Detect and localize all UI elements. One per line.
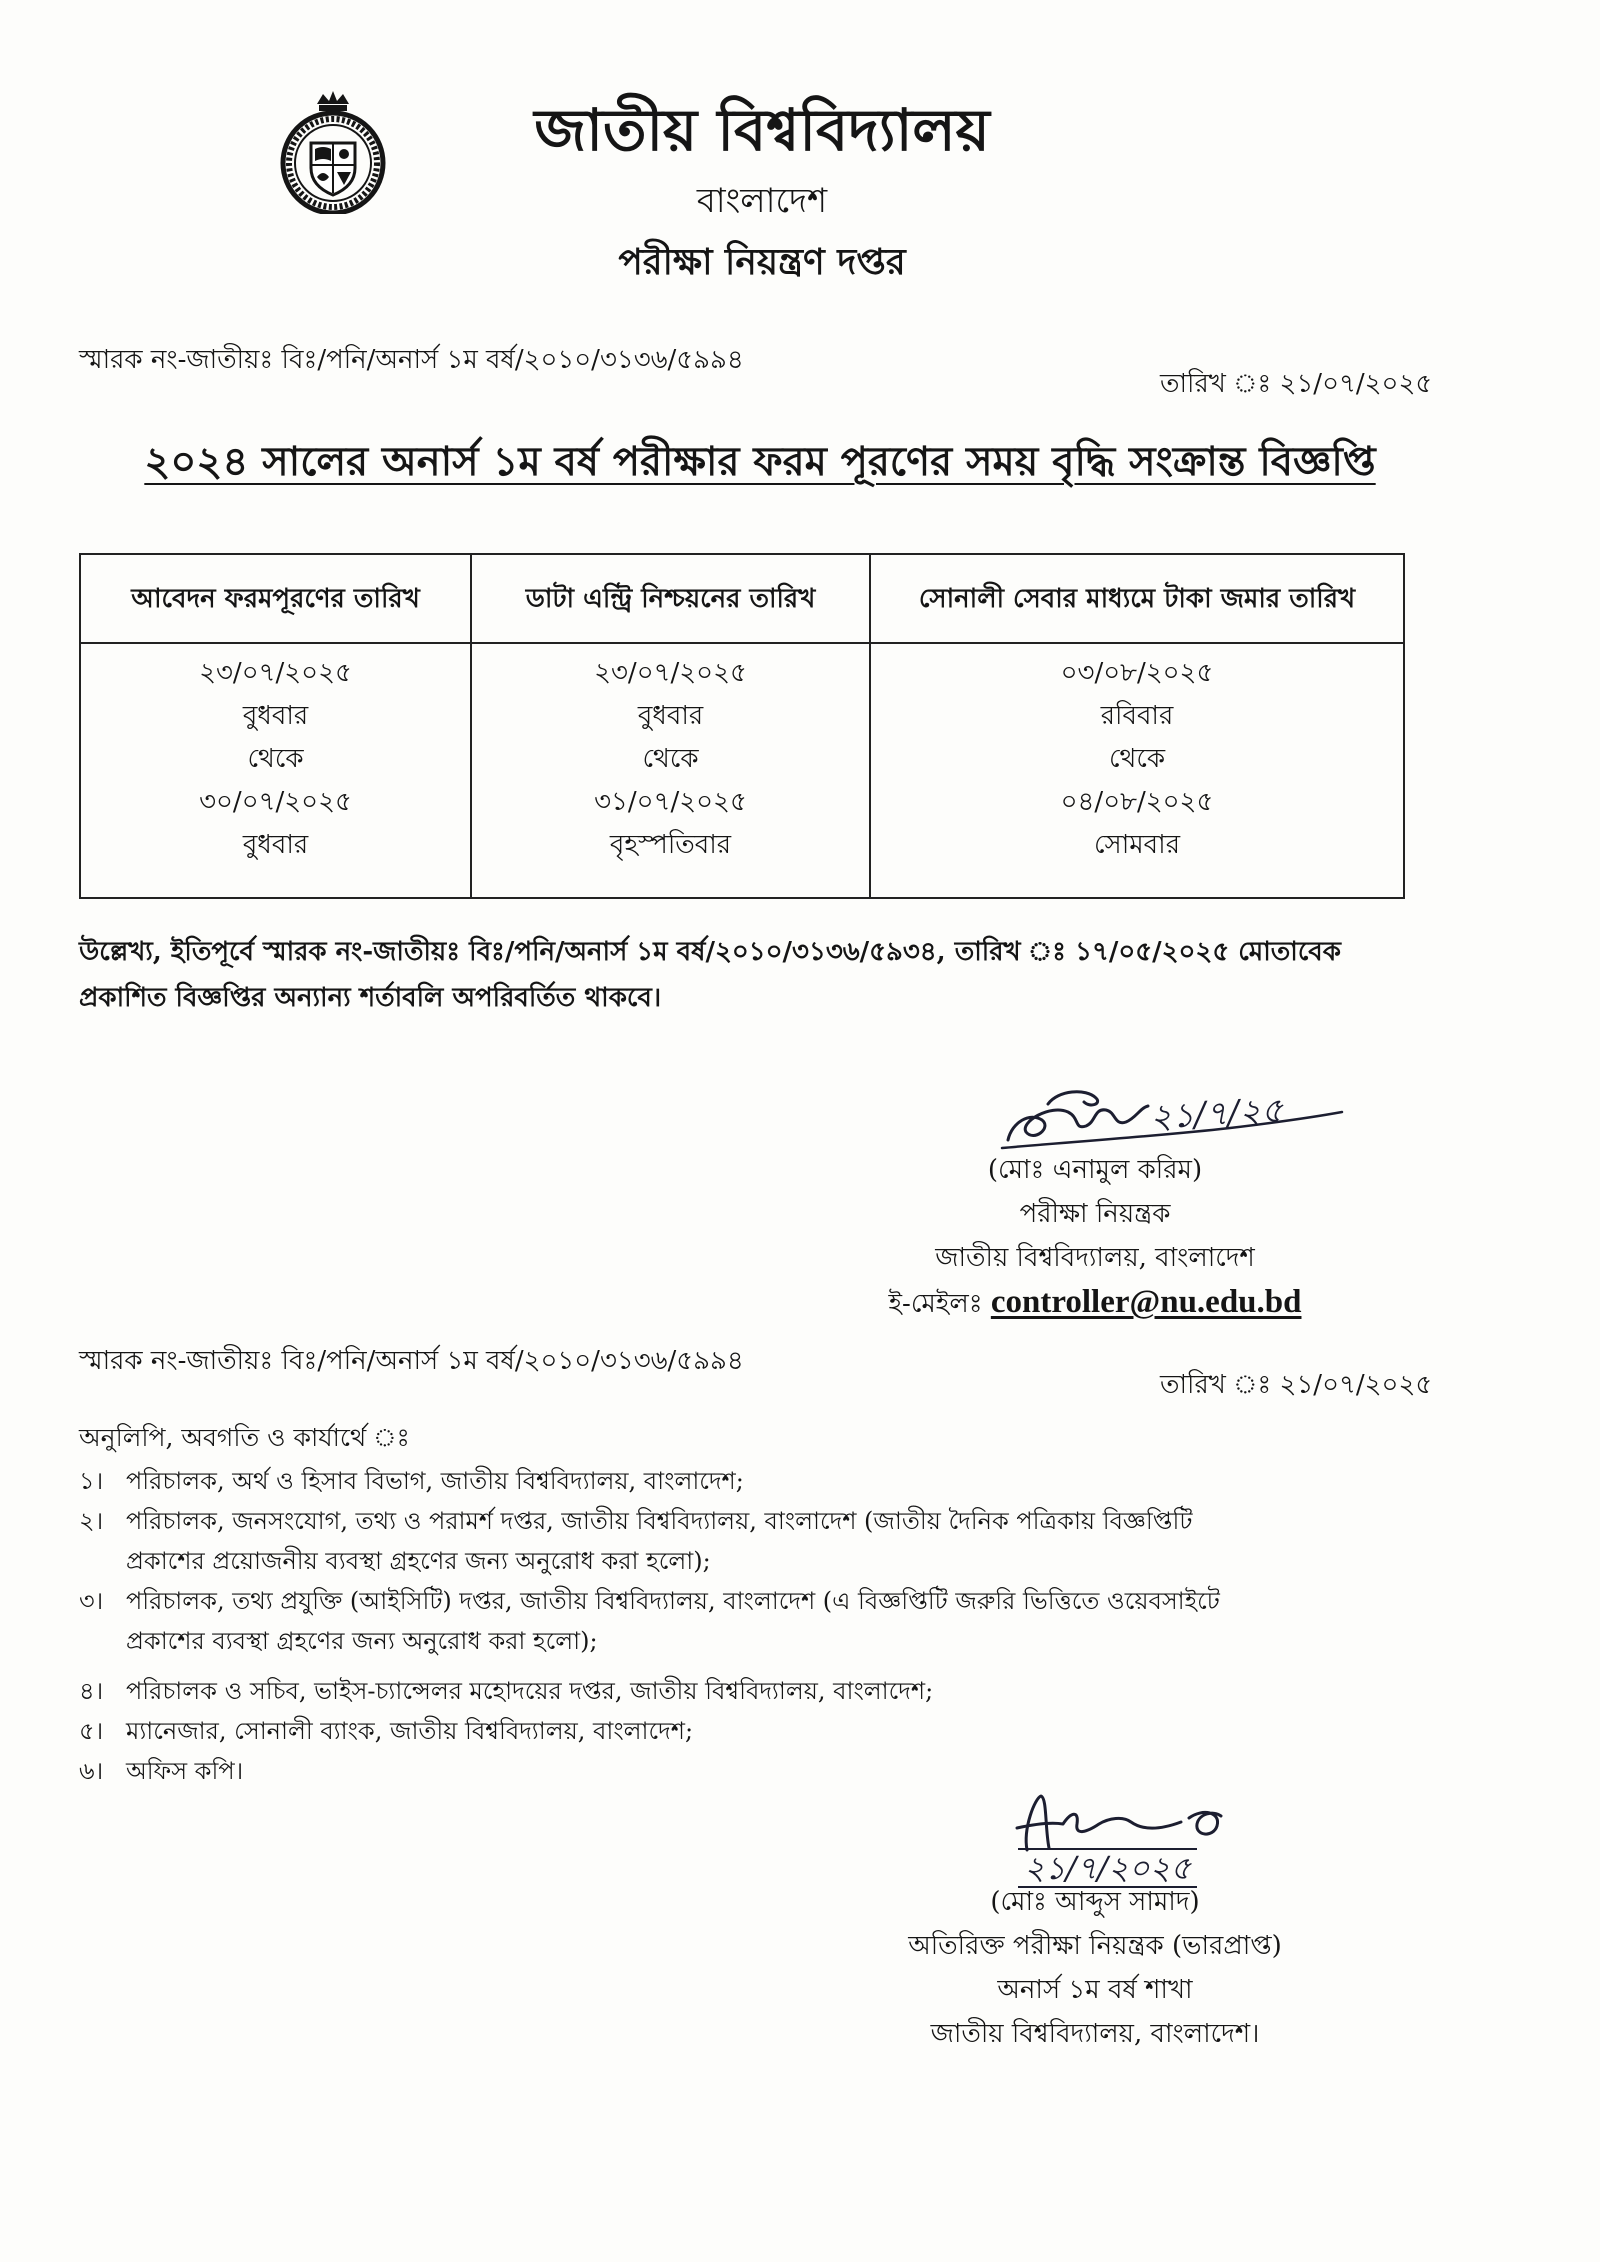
- schedule-from-word: থেকে: [642, 744, 699, 774]
- signatory-organization: জাতীয় বিশ্ববিদ্যালয়, বাংলাদেশ: [935, 1243, 1255, 1273]
- signatory-email-line: [830, 1280, 1360, 1326]
- schedule-start-day: বুধবার: [637, 701, 704, 731]
- list-item: [79, 1501, 1519, 1581]
- schedule-start-date: ০৩/০৮/২০২৫: [1060, 658, 1214, 688]
- list-item-line: পরিচালক ও সচিব, ভাইস-চ্যান্সেলর মহোদয়ের দপ্তর, জাতীয় বিশ্ববিদ্যালয়, বাংলাদেশ;: [126, 1677, 934, 1705]
- list-item-number: ৬।: [79, 1757, 104, 1785]
- list-item-text: [126, 1671, 1519, 1711]
- list-item-line: পরিচালক, জনসংযোগ, তথ্য ও পরামর্শ দপ্তর, জাতীয় বিশ্ববিদ্যালয়, বাংলাদেশ (জাতীয় দৈনিক পত্রিকায় বিজ্ঞপ্তিটি: [126, 1507, 1193, 1535]
- distribution-heading: অনুলিপি, অবগতি ও কার্যার্থে ঃ: [79, 1423, 410, 1452]
- signature-date: ২১/৭/২০২৫: [1018, 1848, 1197, 1888]
- schedule-start-day: রবিবার: [1100, 701, 1174, 731]
- signatory-designation: অতিরিক্ত পরীক্ষা নিয়ন্ত্রক (ভারপ্রাপ্ত): [908, 1931, 1282, 1961]
- table-body-row: [80, 643, 1404, 898]
- distribution-list: [79, 1461, 1519, 1791]
- emblem-graphic: [273, 88, 393, 214]
- list-item-text: [126, 1751, 1519, 1791]
- country-name: বাংলাদেশ: [696, 181, 828, 221]
- list-item-line: পরিচালক, তথ্য প্রযুক্তি (আইসিটি) দপ্তর, জাতীয় বিশ্ববিদ্যালয়, বাংলাদেশ (এ বিজ্ঞপ্তিটি জরুরি ভিত্তিতে ওয়েবসাইটে: [126, 1587, 1220, 1615]
- signatory-block-controller: [830, 1148, 1360, 1326]
- table-cell: [80, 643, 471, 898]
- note-line: প্রকাশিত বিজ্ঞপ্তির অন্যান্য শর্তাবলি অপরিবর্তিত থাকবে।: [79, 983, 662, 1013]
- table-header-cell: সোনালী সেবার মাধ্যমে টাকা জমার তারিখ: [870, 554, 1404, 643]
- list-item-line: প্রকাশের প্রয়োজনীয় ব্যবস্থা গ্রহণের জন্য অনুরোধ করা হলো);: [126, 1547, 711, 1575]
- signature-date: ২১/৭/২৫: [1148, 1090, 1285, 1138]
- list-item-line: পরিচালক, অর্থ ও হিসাব বিভাগ, জাতীয় বিশ্ববিদ্যালয়, বাংলাদেশ;: [126, 1467, 744, 1495]
- signatory-name: (মোঃ আব্দুস সামাদ): [990, 1887, 1200, 1917]
- table-header-cell: আবেদন ফরমপূরণের তারিখ: [80, 554, 471, 643]
- memo-date: তারিখ ঃ ২১/০৭/২০২৫: [1160, 369, 1433, 399]
- list-item-text: [126, 1581, 1519, 1661]
- list-item: [79, 1581, 1519, 1661]
- list-item-number: ৪।: [79, 1677, 104, 1705]
- signatory-section: অনার্স ১ম বর্ষ শাখা: [997, 1975, 1193, 2005]
- list-item-number: ১।: [79, 1467, 104, 1495]
- table-cell: [870, 643, 1404, 898]
- list-item: [79, 1711, 1519, 1751]
- schedule-end-date: ০৪/০৮/২০২৫: [1060, 787, 1214, 817]
- list-item-line: অফিস কপি।: [126, 1757, 244, 1785]
- university-emblem-icon: [273, 88, 393, 214]
- schedule-table-head: [80, 554, 1404, 643]
- office-name: পরীক্ষা নিয়ন্ত্রণ দপ্তর: [618, 241, 906, 283]
- schedule-end-day: সোমবার: [1093, 830, 1180, 860]
- list-item-text: [126, 1461, 1519, 1501]
- memo-reference: স্মারক নং-জাতীয়ঃ বিঃ/পনি/অনার্স ১ম বর্ষ/২০১০/৩১৩৬/৫৯৯৪: [79, 345, 744, 375]
- schedule-end-day: বৃহস্পতিবার: [609, 830, 732, 860]
- schedule-end-date: ৩০/০৭/২০২৫: [199, 787, 352, 817]
- schedule-table: [79, 553, 1405, 899]
- list-item-line: ম্যানেজার, সোনালী ব্যাংক, জাতীয় বিশ্ববিদ্যালয়, বাংলাদেশ;: [126, 1717, 694, 1745]
- email-address: controller@nu.edu.bd: [990, 1284, 1302, 1320]
- list-item-number: ২।: [79, 1507, 104, 1535]
- list-item-text: [126, 1711, 1519, 1751]
- schedule-start-date: ২৩/০৭/২০২৫: [594, 658, 747, 688]
- signatory-block-additional-controller: [830, 1880, 1360, 2056]
- list-item-line: প্রকাশের ব্যবস্থা গ্রহণের জন্য অনুরোধ করা হলো);: [126, 1627, 598, 1655]
- copy-memo-reference: স্মারক নং-জাতীয়ঃ বিঃ/পনি/অনার্স ১ম বর্ষ/২০১০/৩১৩৬/৫৯৯৪: [79, 1346, 744, 1376]
- table-cell: [471, 643, 870, 898]
- schedule-table-body: [80, 643, 1404, 898]
- signatory-name: (মোঃ এনামুল করিম): [987, 1155, 1203, 1185]
- schedule-from-word: থেকে: [247, 744, 304, 774]
- table-header-cell: ডাটা এন্ট্রি নিশ্চয়নের তারিখ: [471, 554, 870, 643]
- table-header-row: [80, 554, 1404, 643]
- schedule-from-word: থেকে: [1108, 744, 1166, 774]
- university-name: জাতীয় বিশ্ববিদ্যালয়: [534, 96, 990, 164]
- schedule-end-date: ৩১/০৭/২০২৫: [594, 787, 747, 817]
- schedule-end-day: বুধবার: [242, 830, 309, 860]
- list-item: [79, 1751, 1519, 1791]
- note-line: উল্লেখ্য, ইতিপূর্বে স্মারক নং-জাতীয়ঃ বিঃ/পনি/অনার্স ১ম বর্ষ/২০১০/৩১৩৬/৫৯৩৪, তারিখ ঃ ১৭/০৫/২০২৫ মোতাবেক: [79, 937, 1341, 967]
- list-item-number: ৫।: [79, 1717, 104, 1745]
- note-paragraph: [79, 929, 1519, 1021]
- signatory-designation: পরীক্ষা নিয়ন্ত্রক: [1019, 1199, 1171, 1229]
- list-item-text: [126, 1501, 1519, 1581]
- schedule-start-date: ২৩/০৭/২০২৫: [199, 658, 352, 688]
- list-item: [79, 1671, 1519, 1711]
- schedule-start-day: বুধবার: [242, 701, 309, 731]
- copy-memo-date: তারিখ ঃ ২১/০৭/২০২৫: [1160, 1370, 1433, 1400]
- notice-title: ২০২৪ সালের অনার্স ১ম বর্ষ পরীক্ষার ফরম পূরণের সময় বৃদ্ধি সংক্রান্ত বিজ্ঞপ্তি: [144, 438, 1376, 485]
- letterhead: [402, 92, 1122, 288]
- list-item-number: ৩।: [79, 1587, 104, 1615]
- email-label: ই-মেইলঃ: [888, 1289, 983, 1319]
- signatory-organization: জাতীয় বিশ্ববিদ্যালয়, বাংলাদেশ।: [930, 2019, 1260, 2049]
- list-item: [79, 1461, 1519, 1501]
